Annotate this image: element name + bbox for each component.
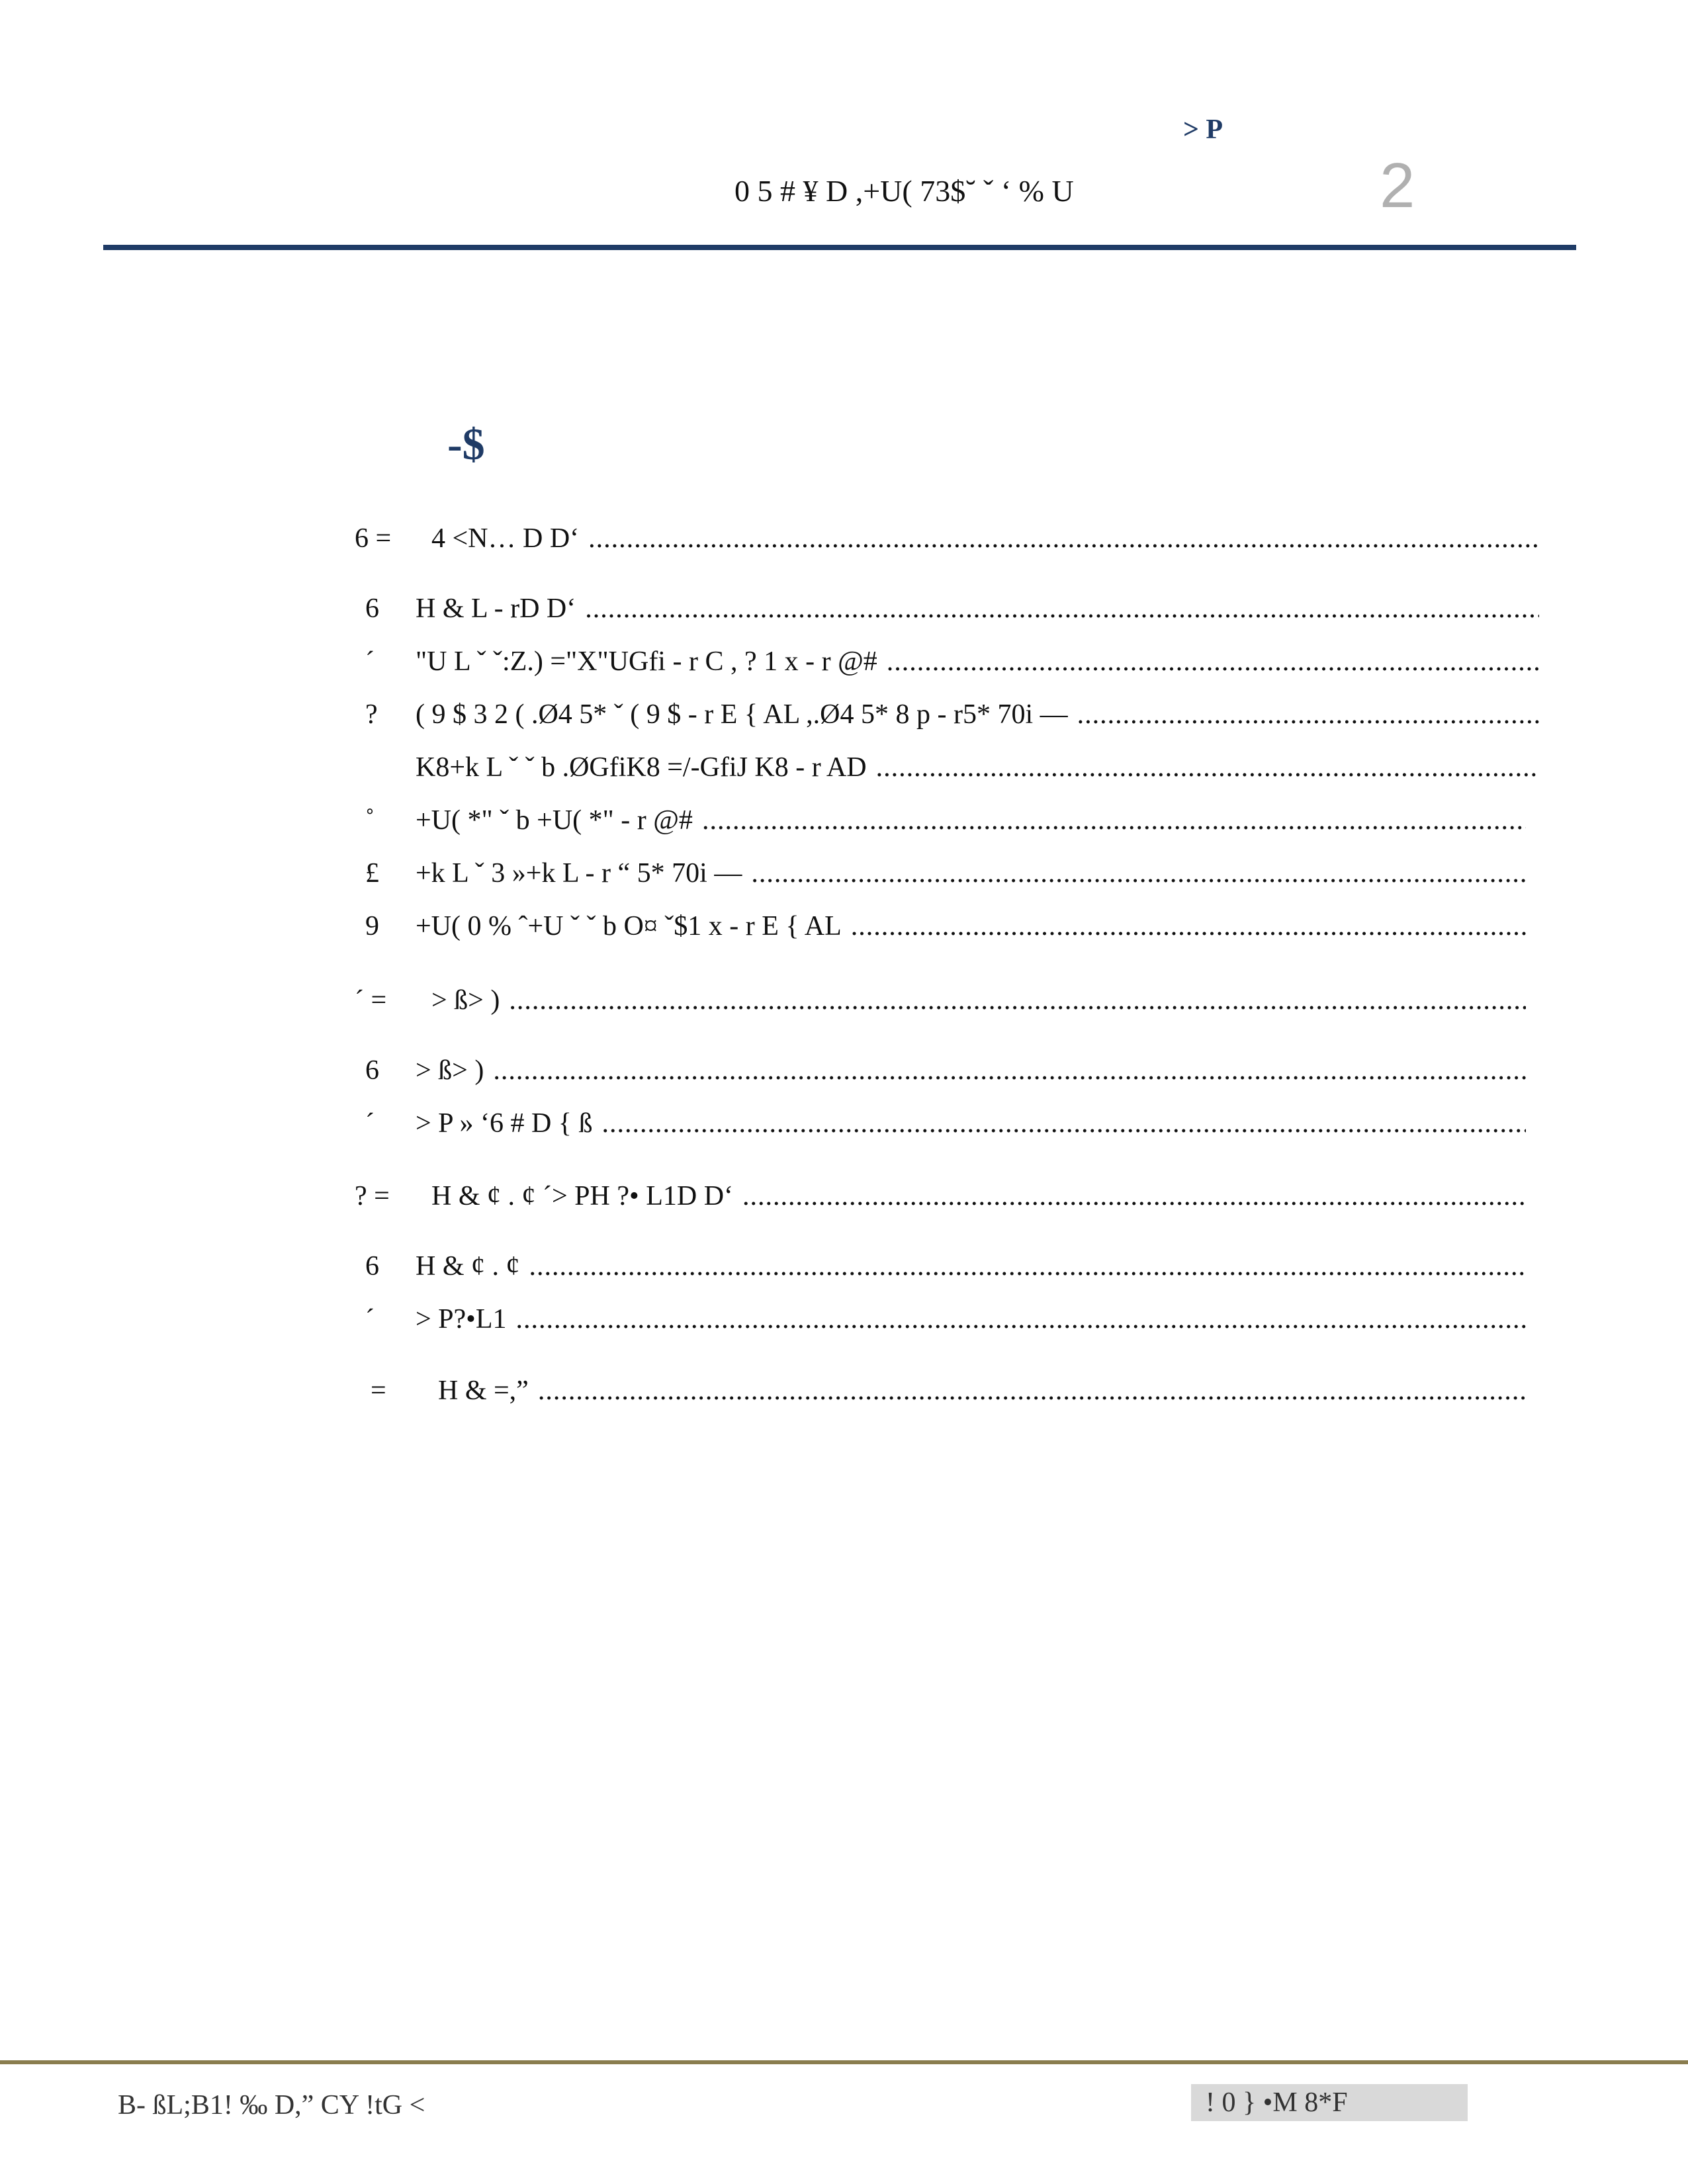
toc-entry[interactable] bbox=[355, 523, 1539, 557]
toc-entry-number: 6 bbox=[365, 593, 379, 624]
toc-entry-leader bbox=[887, 646, 1539, 677]
toc-entry[interactable] bbox=[365, 805, 1526, 839]
toc-entry-label: 4 <N… D D‘ bbox=[431, 523, 580, 554]
toc-entry-leader bbox=[851, 910, 1526, 942]
toc-entry-label: > ß> ) bbox=[416, 1055, 484, 1086]
toc-entry-number: = bbox=[371, 1376, 386, 1406]
page-number: 2 bbox=[1380, 150, 1415, 221]
toc-entry-label: > P?•L1 bbox=[416, 1304, 507, 1334]
toc-entry-label: H & ¢ . ¢ bbox=[416, 1251, 520, 1282]
toc-entry-label: K8+k L ˇ ˇ b .ØGfiK8 =/-GfiJ K8 - r AD bbox=[416, 752, 867, 783]
toc-entry-number: ´ = bbox=[355, 985, 387, 1016]
footer-right-badge: ! 0 } •M 8*F bbox=[1191, 2084, 1468, 2121]
toc-entry[interactable] bbox=[365, 1055, 1526, 1089]
toc-entry-number: 6 bbox=[365, 1055, 379, 1086]
toc-entry-label: H & ¢ . ¢ ´> PH ?• L1D D‘ bbox=[431, 1181, 734, 1211]
toc-entry-leader bbox=[538, 1375, 1526, 1407]
toc-entry-leader bbox=[742, 1180, 1526, 1212]
toc-entry-number: 9 bbox=[365, 911, 379, 941]
toc-entry[interactable] bbox=[365, 593, 1539, 627]
toc-entry[interactable] bbox=[365, 1303, 1526, 1338]
toc-entry-label: ( 9 $ 3 2 ( .Ø4 5* ˇ ( 9 $ - r E { AL ,.Ø4 5* 8 p - r5* 70i — bbox=[416, 699, 1068, 730]
toc-entry-number: ? bbox=[365, 699, 378, 730]
toc-entry[interactable] bbox=[355, 984, 1526, 1019]
header-title: 0 5 # ¥ D ,+U( 73$˘ ˇ ‘ % U bbox=[734, 174, 1074, 208]
toc-entry-label: > ß> ) bbox=[431, 985, 500, 1016]
toc-entry-leader bbox=[516, 1303, 1526, 1335]
toc-entry-number: 6 bbox=[365, 1251, 379, 1282]
toc-entry-label: "U L ˇ ˇ:Z.) ="X"UGfi - r C , ? 1 x - r @# bbox=[416, 646, 877, 677]
toc-entry[interactable] bbox=[371, 1375, 1526, 1409]
toc-entry-number: ´ bbox=[365, 1304, 375, 1334]
toc-entry[interactable] bbox=[365, 857, 1526, 892]
toc-entry-label: +U( 0 % ˆ+U ˇ ˇ b O¤ ˇ$1 x - r E { AL bbox=[416, 911, 842, 941]
toc-entry-number: ´ bbox=[365, 646, 375, 677]
toc-entry-leader bbox=[585, 593, 1539, 625]
toc-entry-leader bbox=[702, 805, 1526, 836]
toc-entry-number: ˚ bbox=[365, 805, 375, 836]
toc-entry-label: +k L ˇ 3 »+k L - r “ 5* 70i — bbox=[416, 858, 742, 889]
footer-left-text: B- ßL;B1! ‰ D,” CY !tG < bbox=[118, 2090, 425, 2120]
toc-entry-label: > P » ‘6 # D { ß bbox=[416, 1108, 593, 1139]
toc-entry-number: £ bbox=[365, 858, 379, 889]
toc-entry[interactable] bbox=[365, 910, 1526, 945]
toc-entry-label: H & =,” bbox=[438, 1376, 529, 1406]
toc-entry[interactable] bbox=[365, 752, 1539, 786]
toc-entry-leader bbox=[588, 523, 1539, 554]
toc-entry[interactable] bbox=[365, 699, 1539, 733]
toc-entry[interactable] bbox=[365, 646, 1539, 680]
toc-entry-leader bbox=[529, 1250, 1527, 1282]
footer-rule bbox=[0, 2060, 1688, 2064]
toc-title: -$ bbox=[447, 419, 485, 469]
toc-entry-leader bbox=[876, 752, 1539, 783]
toc-entry-label: H & L - rD D‘ bbox=[416, 593, 576, 624]
toc-entry-leader bbox=[1077, 699, 1539, 730]
toc-entry-leader bbox=[751, 857, 1526, 889]
toc-entry-number: 6 = bbox=[355, 523, 392, 554]
toc-entry-number: ´ bbox=[365, 1108, 375, 1139]
toc-entry[interactable] bbox=[365, 1108, 1526, 1142]
toc-entry-number: ? = bbox=[355, 1181, 390, 1211]
toc-entry[interactable] bbox=[365, 1250, 1526, 1285]
header-subtitle: > P bbox=[1183, 114, 1223, 145]
toc-entry-label: +U( *" ˇ b +U( *" - r @# bbox=[416, 805, 693, 836]
toc-entry[interactable] bbox=[355, 1180, 1526, 1215]
toc-entry-leader bbox=[493, 1055, 1526, 1086]
toc-entry-leader bbox=[601, 1108, 1526, 1139]
toc-entry-leader bbox=[509, 984, 1526, 1016]
header-rule bbox=[103, 245, 1576, 250]
